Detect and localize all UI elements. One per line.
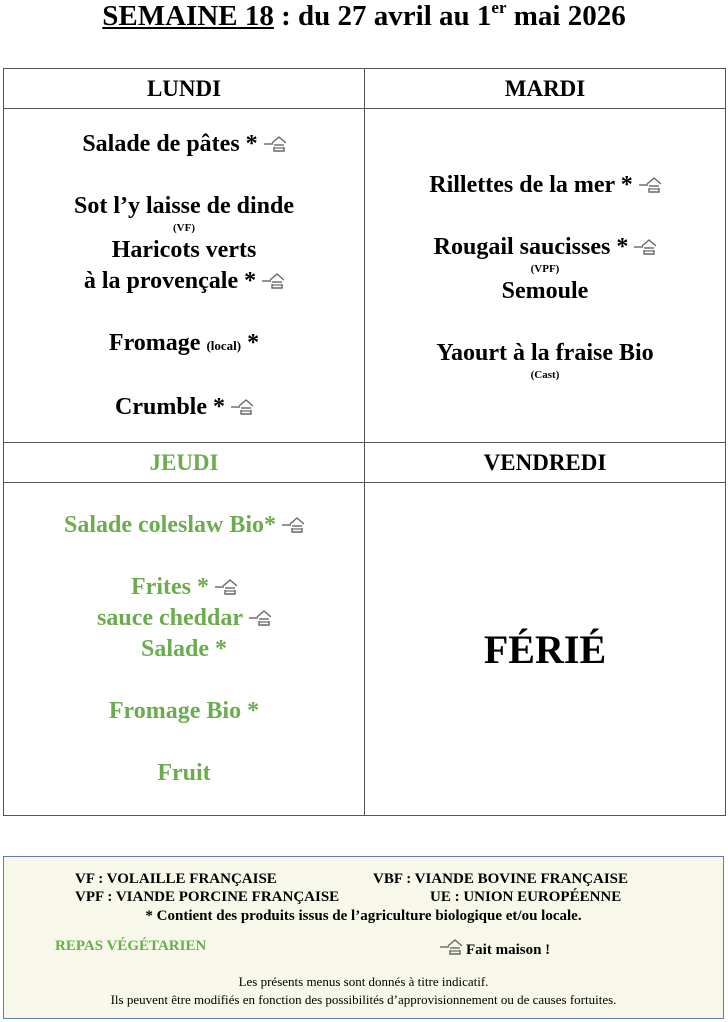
- jeudi-plat-text: Frites *: [131, 573, 209, 600]
- legend-bio: * Contient des produits issus de l’agriculture biologique et/ou locale.: [145, 908, 582, 924]
- lundi-salade-text: Salade de pâtes *: [82, 130, 258, 157]
- page-title: [0, 0, 728, 32]
- fait-maison-house-icon: [634, 237, 656, 255]
- day-header-lundi: LUNDI: [4, 69, 365, 109]
- menu-cell-jeudi: [4, 483, 365, 816]
- fait-maison-house-icon: [249, 608, 271, 626]
- fait-maison-house-icon: [639, 175, 661, 193]
- jeudi-entree: [4, 510, 364, 541]
- menu-cell-lundi: [4, 109, 365, 443]
- week-label: SEMAINE 18: [102, 0, 274, 32]
- header-row-1: [4, 69, 726, 109]
- lundi-fromage-text: Fromage: [108, 329, 201, 356]
- jeudi-salade: Salade *: [140, 635, 227, 662]
- jeudi-plat: [4, 572, 364, 603]
- lundi-dessert-text: Crumble *: [115, 393, 225, 420]
- day-header-vendredi: VENDREDI: [365, 443, 726, 483]
- legend-note-2: Ils peuvent être modifiés en fonction des possibilités d’approvisionnement ou de causes fortuites.: [110, 992, 617, 1007]
- lundi-salade: [4, 129, 364, 160]
- fait-maison-house-icon: [440, 937, 462, 955]
- date-range-sup: er: [491, 0, 507, 17]
- jeudi-entree-text: Salade coleslaw Bio*: [63, 511, 276, 538]
- jeudi-dessert: Fruit: [157, 759, 211, 786]
- legend-vbf: VBF : VIANDE BOVINE FRANÇAISE: [373, 871, 629, 887]
- fait-maison-house-icon: [231, 397, 253, 415]
- legend-note-1: Les présents menus sont donnés à titre indicatif.: [238, 974, 489, 989]
- vendredi-ferie: FÉRIÉ: [483, 626, 607, 672]
- lundi-legume-2: [4, 266, 364, 297]
- day-header-jeudi: JEUDI: [4, 443, 365, 483]
- mardi-dessert: Yaourt à la fraise Bio: [436, 339, 654, 366]
- mardi-plat: [365, 232, 725, 263]
- lundi-fromage-note: (local): [206, 337, 242, 353]
- jeudi-sauce: [4, 603, 364, 634]
- lundi-dessert: [4, 392, 364, 423]
- lundi-fromage-star: *: [247, 329, 260, 356]
- day-header-mardi: MARDI: [365, 69, 726, 109]
- fait-maison-house-icon: [215, 577, 237, 595]
- legend-vf: VF : VOLAILLE FRANÇAISE: [75, 871, 277, 887]
- legend-fait-maison-text: Fait maison !: [466, 942, 551, 958]
- lundi-legume-2-text: à la provençale *: [83, 267, 257, 294]
- legend-vpf: VPF : VIANDE PORCINE FRANÇAISE: [75, 889, 340, 905]
- fait-maison-house-icon: [264, 134, 286, 152]
- menu-cell-mardi: [365, 109, 726, 443]
- date-range-end: mai 2026: [506, 0, 626, 32]
- mardi-entree-text: Rillettes de la mer *: [429, 171, 633, 198]
- lundi-fromage: [4, 328, 364, 361]
- fait-maison-house-icon: [262, 271, 284, 289]
- fait-maison-house-icon: [282, 515, 304, 533]
- menu-table: [3, 68, 726, 816]
- legend-vegetarien: REPAS VÉGÉTARIEN: [55, 938, 207, 954]
- mardi-dessert-note: (Cast): [530, 368, 560, 381]
- date-range-start: : du 27 avril au 1: [273, 0, 492, 32]
- menu-row-2: [4, 483, 726, 816]
- menu-cell-vendredi: [365, 483, 726, 816]
- lundi-plat: Sot l’y laisse de dinde: [73, 192, 295, 219]
- mardi-accompagnement: Semoule: [501, 277, 589, 304]
- legend-box: [3, 856, 724, 1019]
- lundi-plat-origin: (VF): [173, 221, 195, 234]
- jeudi-fromage: Fromage Bio *: [108, 697, 260, 724]
- mardi-entree: [365, 170, 725, 201]
- mardi-plat-text: Rougail saucisses *: [433, 233, 629, 260]
- jeudi-sauce-text: sauce cheddar: [97, 604, 243, 631]
- mardi-plat-origin: (VPF): [530, 262, 560, 275]
- lundi-legume-1: Haricots verts: [111, 236, 257, 263]
- legend-ue: UE : UNION EUROPÉENNE: [430, 889, 622, 905]
- header-row-2: [4, 443, 726, 483]
- legend-fait-maison: [440, 937, 550, 959]
- menu-row-1: [4, 109, 726, 443]
